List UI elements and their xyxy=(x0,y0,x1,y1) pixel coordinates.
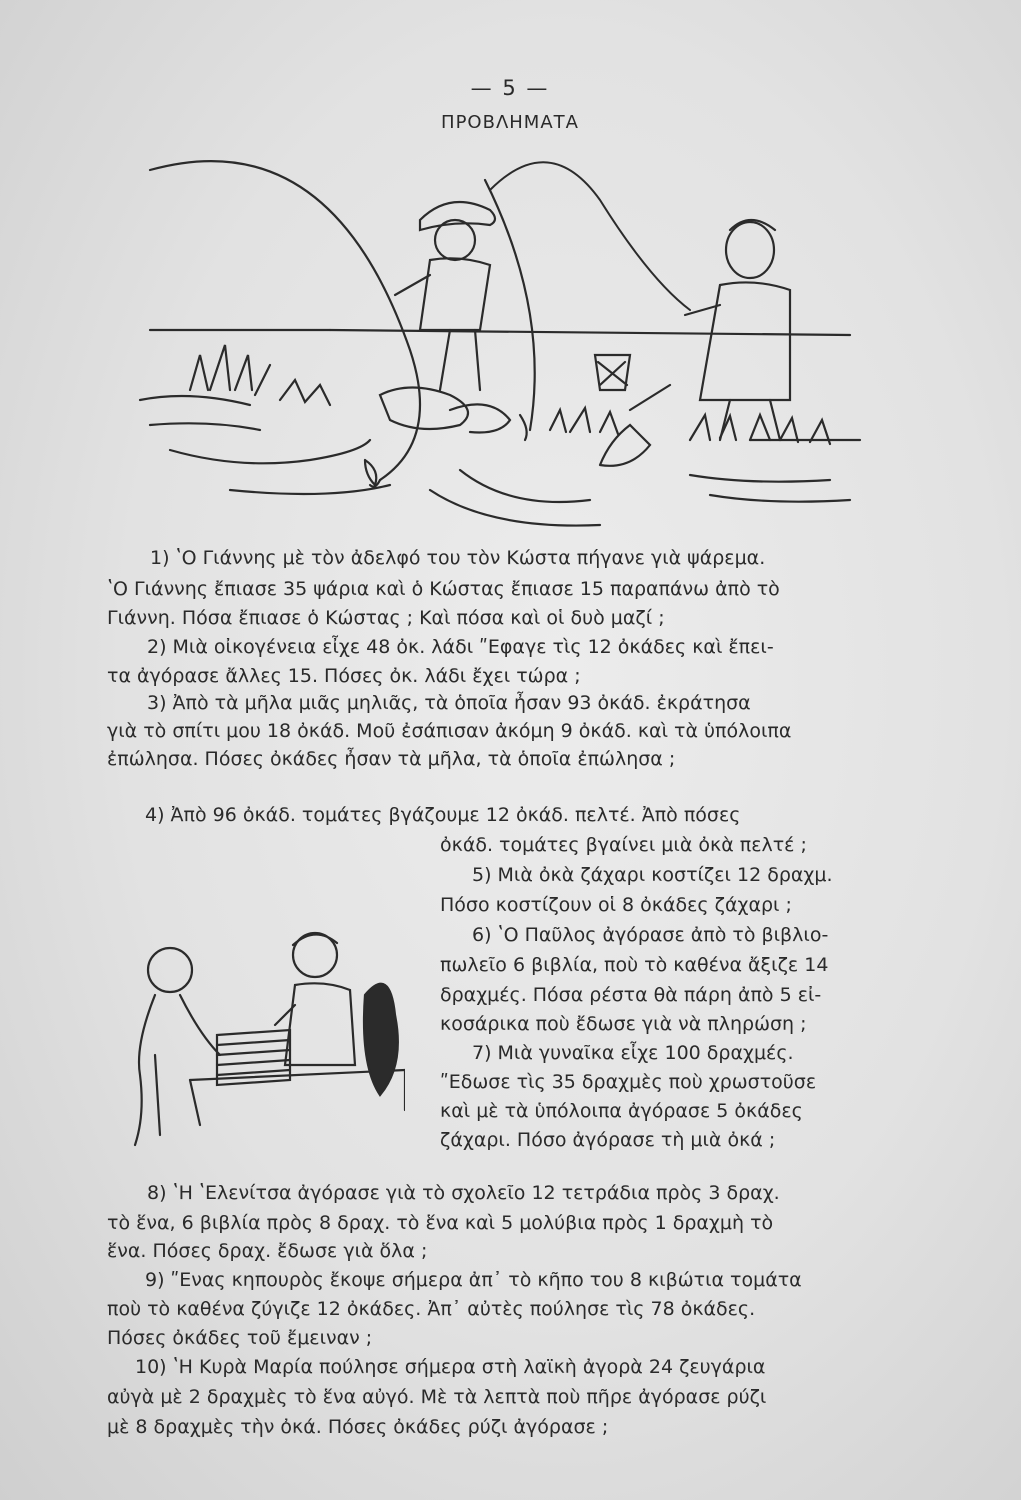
problem-2-line-2: τα ἀγόρασε ἄλλες 15. Πόσες ὀκ. λάδι ἔχει τώρα ; xyxy=(107,665,581,687)
problem-7-line-1: 7) Μιὰ γυναῖκα εἶχε 100 δραχμές. xyxy=(472,1042,794,1064)
problem-5-line-1: 5) Μιὰ ὀκὰ ζάχαρι κοστίζει 12 δραχμ. xyxy=(472,864,833,886)
problem-10-line-2: αὐγὰ μὲ 2 δραχμὲς τὸ ἕνα αὐγό. Μὲ τὰ λεπτὰ ποὺ πῆρε ἀγόρασε ρύζι xyxy=(107,1386,767,1408)
fishing-illustration xyxy=(130,140,870,530)
problem-8-line-1: 8) ʽΗ ʽΕλενίτσα ἀγόρασε γιὰ τὸ σχολεῖο 12 τετράδια πρὸς 3 δραχ. xyxy=(147,1182,780,1204)
problem-9-line-3: Πόσες ὀκάδες τοῦ ἔμειναν ; xyxy=(107,1327,373,1349)
page-number: — 5 — xyxy=(470,76,550,100)
problem-8-line-2: τὸ ἕνα, 6 βιβλία πρὸς 8 δραχ. τὸ ἕνα καὶ 5 μολύβια πρὸς 1 δραχμὴ τὸ xyxy=(107,1212,774,1234)
bookshop-illustration xyxy=(105,925,405,1155)
page-title: ΠΡΟΒΛΗΜΑΤΑ xyxy=(441,112,579,133)
problem-1-line-3: Γιάννη. Πόσα ἔπιασε ὁ Κώστας ; Καὶ πόσα καὶ οἱ δυὸ μαζί ; xyxy=(107,607,665,629)
problem-6-line-4: κοσάρικα ποὺ ἔδωσε γιὰ νὰ πληρώση ; xyxy=(440,1013,807,1035)
problem-6-line-3: δραχμές. Πόσα ρέστα θὰ πάρη ἀπὸ 5 εἰ- xyxy=(440,984,822,1006)
problem-7-line-2: ʺΕδωσε τὶς 35 δραχμὲς ποὺ χρωστοῦσε xyxy=(440,1071,817,1093)
problem-3-line-1: 3) Ἀπὸ τὰ μῆλα μιᾶς μηλιᾶς, τὰ ὁποῖα ἦσαν 93 ὀκάδ. ἐκράτησα xyxy=(147,692,751,714)
problem-2-line-1: 2) Μιὰ οἰκογένεια εἶχε 48 ὀκ. λάδι ʺΕφαγε τὶς 12 ὀκάδες καὶ ἔπει- xyxy=(147,636,774,658)
problem-5-line-2: Πόσο κοστίζουν οἱ 8 ὀκάδες ζάχαρι ; xyxy=(440,894,792,916)
problem-3-line-3: ἐπώλησα. Πόσες ὀκάδες ἦσαν τὰ μῆλα, τὰ ὁποῖα ἐπώλησα ; xyxy=(107,748,676,770)
problem-4-line-1: 4) Ἀπὸ 96 ὀκάδ. τομάτες βγάζουμε 12 ὀκάδ. πελτέ. Ἀπὸ πόσες xyxy=(145,804,741,826)
problem-10-line-1: 10) ʽΗ Κυρὰ Μαρία πούλησε σήμερα στὴ λαϊκὴ ἀγορὰ 24 ζευγάρια xyxy=(135,1356,766,1378)
problem-10-line-3: μὲ 8 δραχμὲς τὴν ὀκά. Πόσες ὀκάδες ρύζι ἀγόρασε ; xyxy=(107,1416,609,1438)
problem-6-line-1: 6) ʽΟ Παῦλος ἀγόρασε ἀπὸ τὸ βιβλιο- xyxy=(472,924,829,946)
problem-6-line-2: πωλεῖο 6 βιβλία, ποὺ τὸ καθένα ἄξιζε 14 xyxy=(440,954,829,976)
problem-3-line-2: γιὰ τὸ σπίτι μου 18 ὀκάδ. Μοῦ ἐσάπισαν ἀκόμη 9 ὀκάδ. καὶ τὰ ὑπόλοιπα xyxy=(107,720,792,742)
problem-8-line-3: ἕνα. Πόσες δραχ. ἔδωσε γιὰ ὅλα ; xyxy=(107,1240,428,1262)
problem-4-line-2: ὀκάδ. τομάτες βγαίνει μιὰ ὀκὰ πελτέ ; xyxy=(440,834,807,856)
problem-9-line-2: ποὺ τὸ καθένα ζύγιζε 12 ὀκάδες. Ἀπ᾽ αὐτὲς πούλησε τὶς 78 ὀκάδες. xyxy=(107,1298,756,1320)
problem-9-line-1: 9) ʺΕνας κηπουρὸς ἔκοψε σήμερα ἀπ᾽ τὸ κῆπο του 8 κιβώτια τομάτα xyxy=(145,1269,802,1291)
problem-1-line-2: ʽΟ Γιάννης ἔπιασε 35 ψάρια καὶ ὁ Κώστας ἔπιασε 15 παραπάνω ἀπὸ τὸ xyxy=(107,578,780,600)
problem-1-line-1: 1) ʽΟ Γιάννης μὲ τὸν ἀδελφό του τὸν Κώστα πήγανε γιὰ ψάρεμα. xyxy=(150,547,766,569)
problem-7-line-3: καὶ μὲ τὰ ὑπόλοιπα ἀγόρασε 5 ὀκάδες xyxy=(440,1100,803,1122)
problem-7-line-4: ζάχαρι. Πόσο ἀγόρασε τὴ μιὰ ὀκά ; xyxy=(440,1129,776,1151)
